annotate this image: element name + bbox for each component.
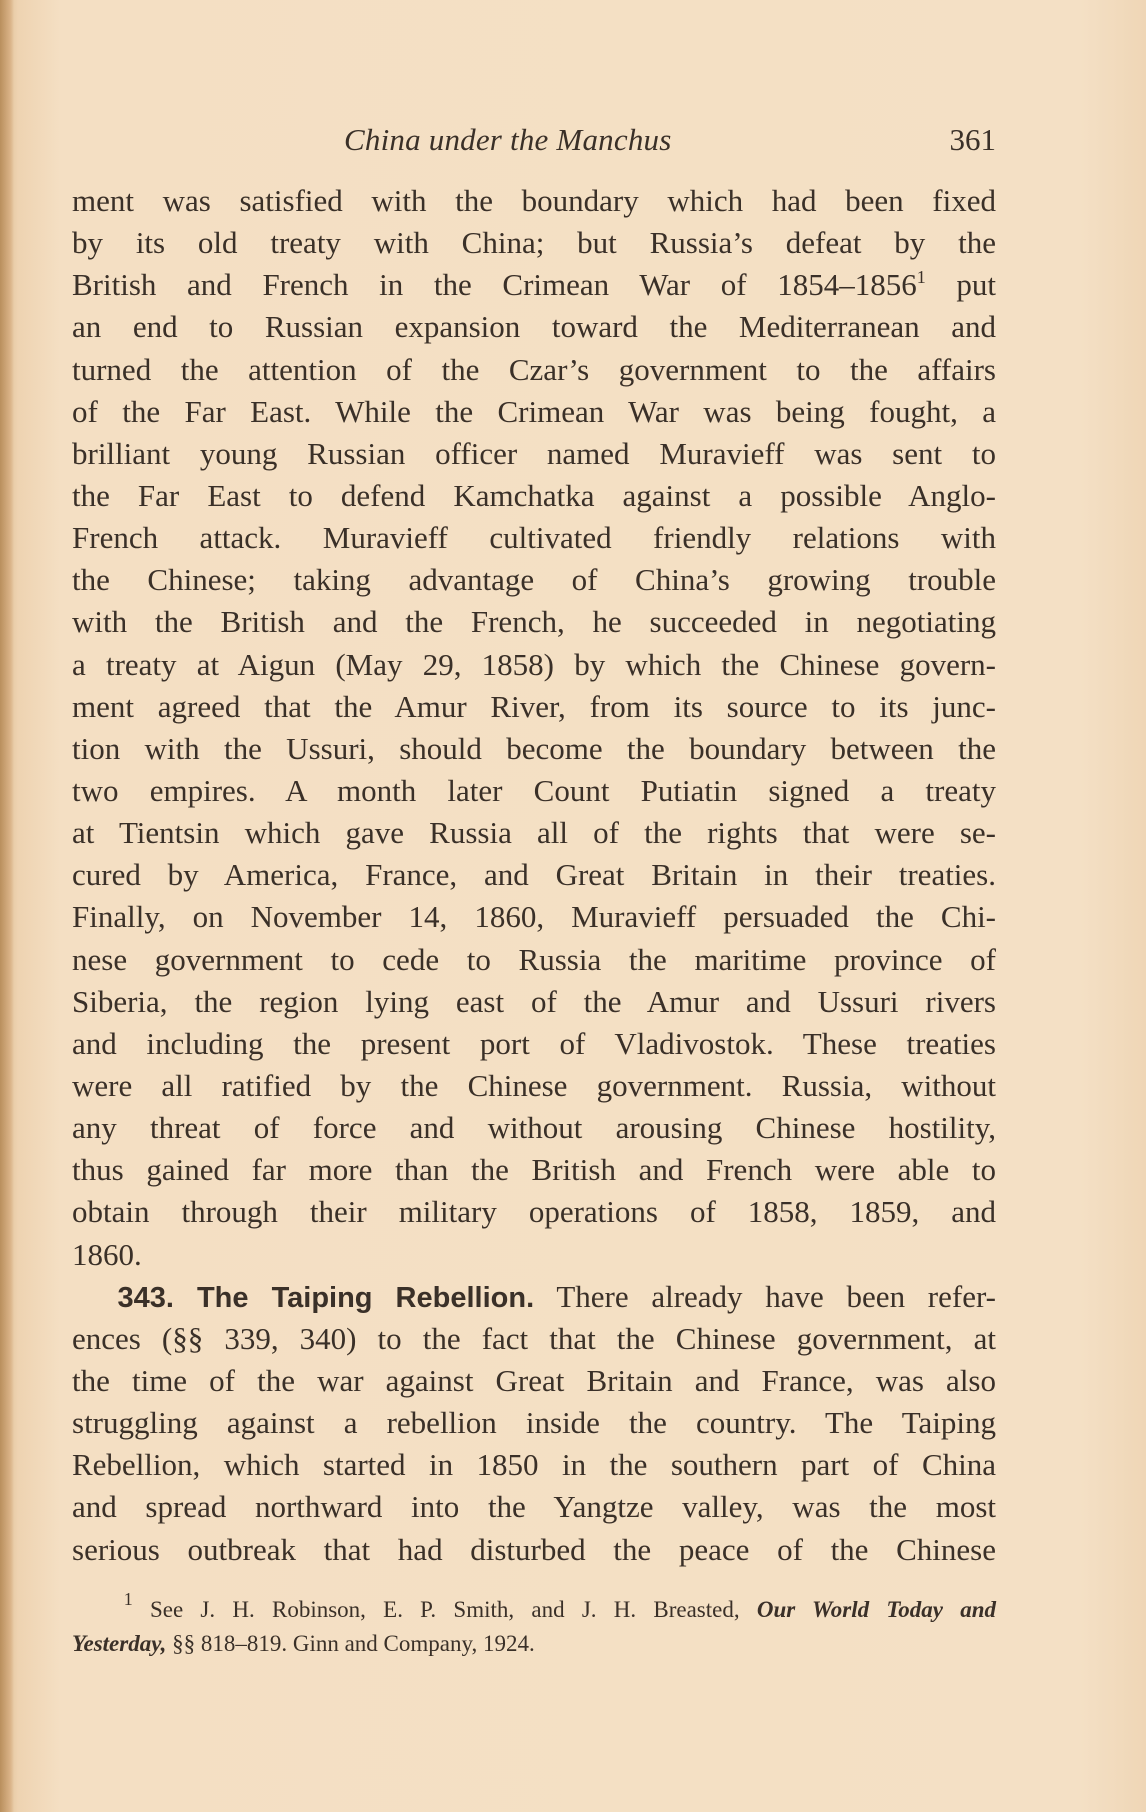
text-line: Finally, on November 14, 1860, Muravieff persuaded the Chi- xyxy=(72,899,996,935)
body-text xyxy=(72,180,996,1571)
text-line-part: There already have been refer- xyxy=(556,1278,996,1314)
footnote-marker: 1 xyxy=(916,267,926,288)
footnote-line xyxy=(72,1589,997,1627)
text-line: thus gained far more than the British and French were able to xyxy=(72,1152,996,1188)
footnote xyxy=(72,1589,997,1661)
text-line: turned the attention of the Czar’s government to the affairs xyxy=(72,351,996,387)
text-line: ment was satisfied with the boundary which had been fixed xyxy=(72,183,996,218)
text-line: and spread northward into the Yangtze valley, was the most xyxy=(72,1489,996,1525)
running-head: China under the Manchus xyxy=(344,122,672,157)
text-line xyxy=(72,264,996,306)
page-number: 361 xyxy=(949,122,996,157)
text-line: nese government to cede to Russia the maritime province of xyxy=(72,941,996,977)
section-first-line xyxy=(72,1276,996,1318)
text-line: any threat of force and without arousing Chinese hostility, xyxy=(72,1110,996,1146)
text-line: and including the present port of Vladivostok. These treaties xyxy=(72,1025,996,1061)
text-line: by its old treaty with China; but Russia’s defeat by the xyxy=(72,225,996,261)
text-line: French attack. Muravieff cultivated friendly relations with xyxy=(72,520,996,556)
text-line: were all ratified by the Chinese government. Russia, without xyxy=(72,1067,996,1103)
section-heading: 343. The Taiping Rebellion. xyxy=(117,1281,535,1314)
text-line: struggling against a rebellion inside the country. The Taiping xyxy=(72,1405,996,1441)
text-line: the time of the war against Great Britain and France, was also xyxy=(72,1362,996,1398)
text-line: the Chinese; taking advantage of China’s growing trouble xyxy=(72,562,996,598)
text-line: cured by America, France, and Great Britain in their treaties. xyxy=(72,857,996,893)
text-line-part: put xyxy=(956,267,996,303)
text-line: a treaty at Aigun (May 29, 1858) by which the Chinese govern- xyxy=(72,646,996,682)
text-line: Rebellion, which started in 1850 in the southern part of China xyxy=(72,1447,996,1483)
text-line: obtain through their military operations of 1858, 1859, and xyxy=(72,1194,996,1230)
binding-shadow xyxy=(0,0,14,1812)
page-header xyxy=(72,112,996,162)
footnote-text: §§ 818–819. Ginn and Company, 1924. xyxy=(172,1631,535,1656)
text-line: the Far East to defend Kamchatka against a possible Anglo- xyxy=(72,477,996,513)
footnote-text: See J. H. Robinson, E. P. Smith, and J. H. Breasted, xyxy=(149,1597,740,1622)
text-line: Siberia, the region lying east of the Amur and Ussuri rivers xyxy=(72,983,996,1019)
footnote-book-title: Yesterday, xyxy=(72,1631,167,1656)
text-line: brilliant young Russian officer named Muravieff was sent to xyxy=(72,435,996,471)
text-line-part: British and French in the Crimean War of 1854–1856 xyxy=(72,267,917,303)
text-line: ences (§§ 339, 340) to the fact that the Chinese government, at xyxy=(72,1320,996,1356)
footnote-line xyxy=(72,1627,996,1661)
text-line: with the British and the French, he succeeded in negotiating xyxy=(72,604,996,640)
text-line: ment agreed that the Amur River, from its source to its junc- xyxy=(72,688,996,724)
text-line: tion with the Ussuri, should become the boundary between the xyxy=(72,730,996,766)
text-line: serious outbreak that had disturbed the peace of the Chinese xyxy=(72,1531,996,1567)
footnote-number: 1 xyxy=(123,1589,133,1609)
text-line: two empires. A month later Count Putiatin signed a treaty xyxy=(72,772,996,808)
text-line: an end to Russian expansion toward the Mediterranean and xyxy=(72,309,996,345)
text-line: of the Far East. While the Crimean War was being fought, a xyxy=(72,393,996,429)
text-line: at Tientsin which gave Russia all of the rights that were se- xyxy=(72,815,996,851)
text-line: 1860. xyxy=(72,1236,142,1272)
footnote-book-title: Our World Today and xyxy=(756,1597,997,1622)
